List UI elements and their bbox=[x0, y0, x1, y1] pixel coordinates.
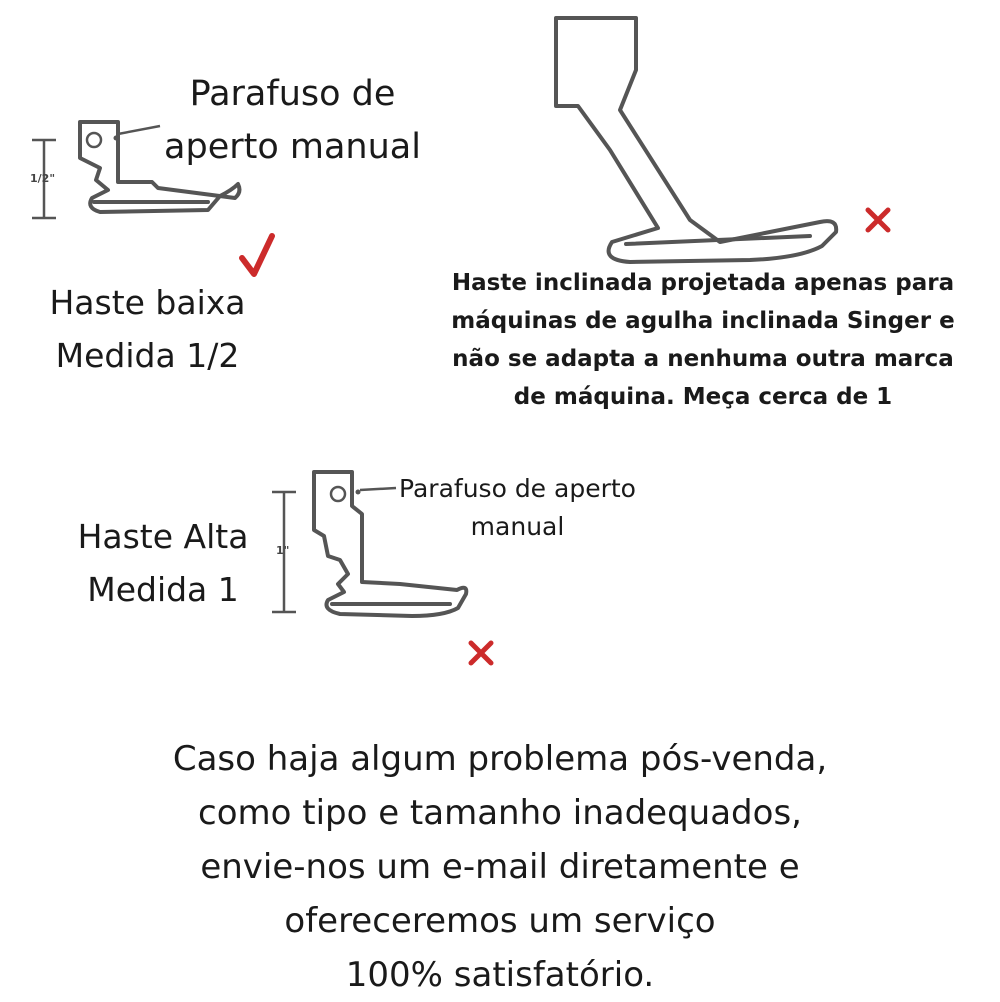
after-sales-notice bbox=[60, 732, 940, 1002]
dimension-text: 1/2" bbox=[30, 172, 56, 185]
notice-line: envie-nos um e-mail diretamente e bbox=[200, 847, 800, 887]
dimension-text: 1" bbox=[276, 544, 290, 557]
notice-line: como tipo e tamanho inadequados, bbox=[198, 793, 802, 833]
notice-line: Caso haja algum problema pós-venda, bbox=[172, 739, 828, 779]
high-shank-screw-label: Parafuso de aperto manual bbox=[399, 474, 636, 541]
low-shank-screw-label: Parafuso de aperto manual bbox=[164, 74, 421, 167]
cross-icon bbox=[466, 638, 496, 668]
screw-hole bbox=[331, 487, 345, 501]
notice-line: ofereceremos um serviço bbox=[284, 901, 716, 941]
low-shank-caption: Haste baixa Medida 1/2 bbox=[49, 283, 246, 375]
slant-shank-diagram bbox=[540, 10, 860, 270]
screw-pointer bbox=[118, 126, 160, 134]
high-shank-caption: Haste Alta Medida 1 bbox=[77, 517, 249, 609]
screw-hole bbox=[87, 133, 101, 147]
notice-line: 100% satisfatório. bbox=[345, 955, 655, 995]
slant-shank-description: Haste inclinada projetada apenas para máquinas de agulha inclinada Singer e não se adapta a nenhuma outra marca de máquina. Meça cerca de 1 bbox=[451, 270, 955, 410]
slant-presser-foot-outline bbox=[556, 18, 836, 262]
cross-icon bbox=[862, 204, 894, 236]
checkmark-icon bbox=[238, 232, 278, 280]
